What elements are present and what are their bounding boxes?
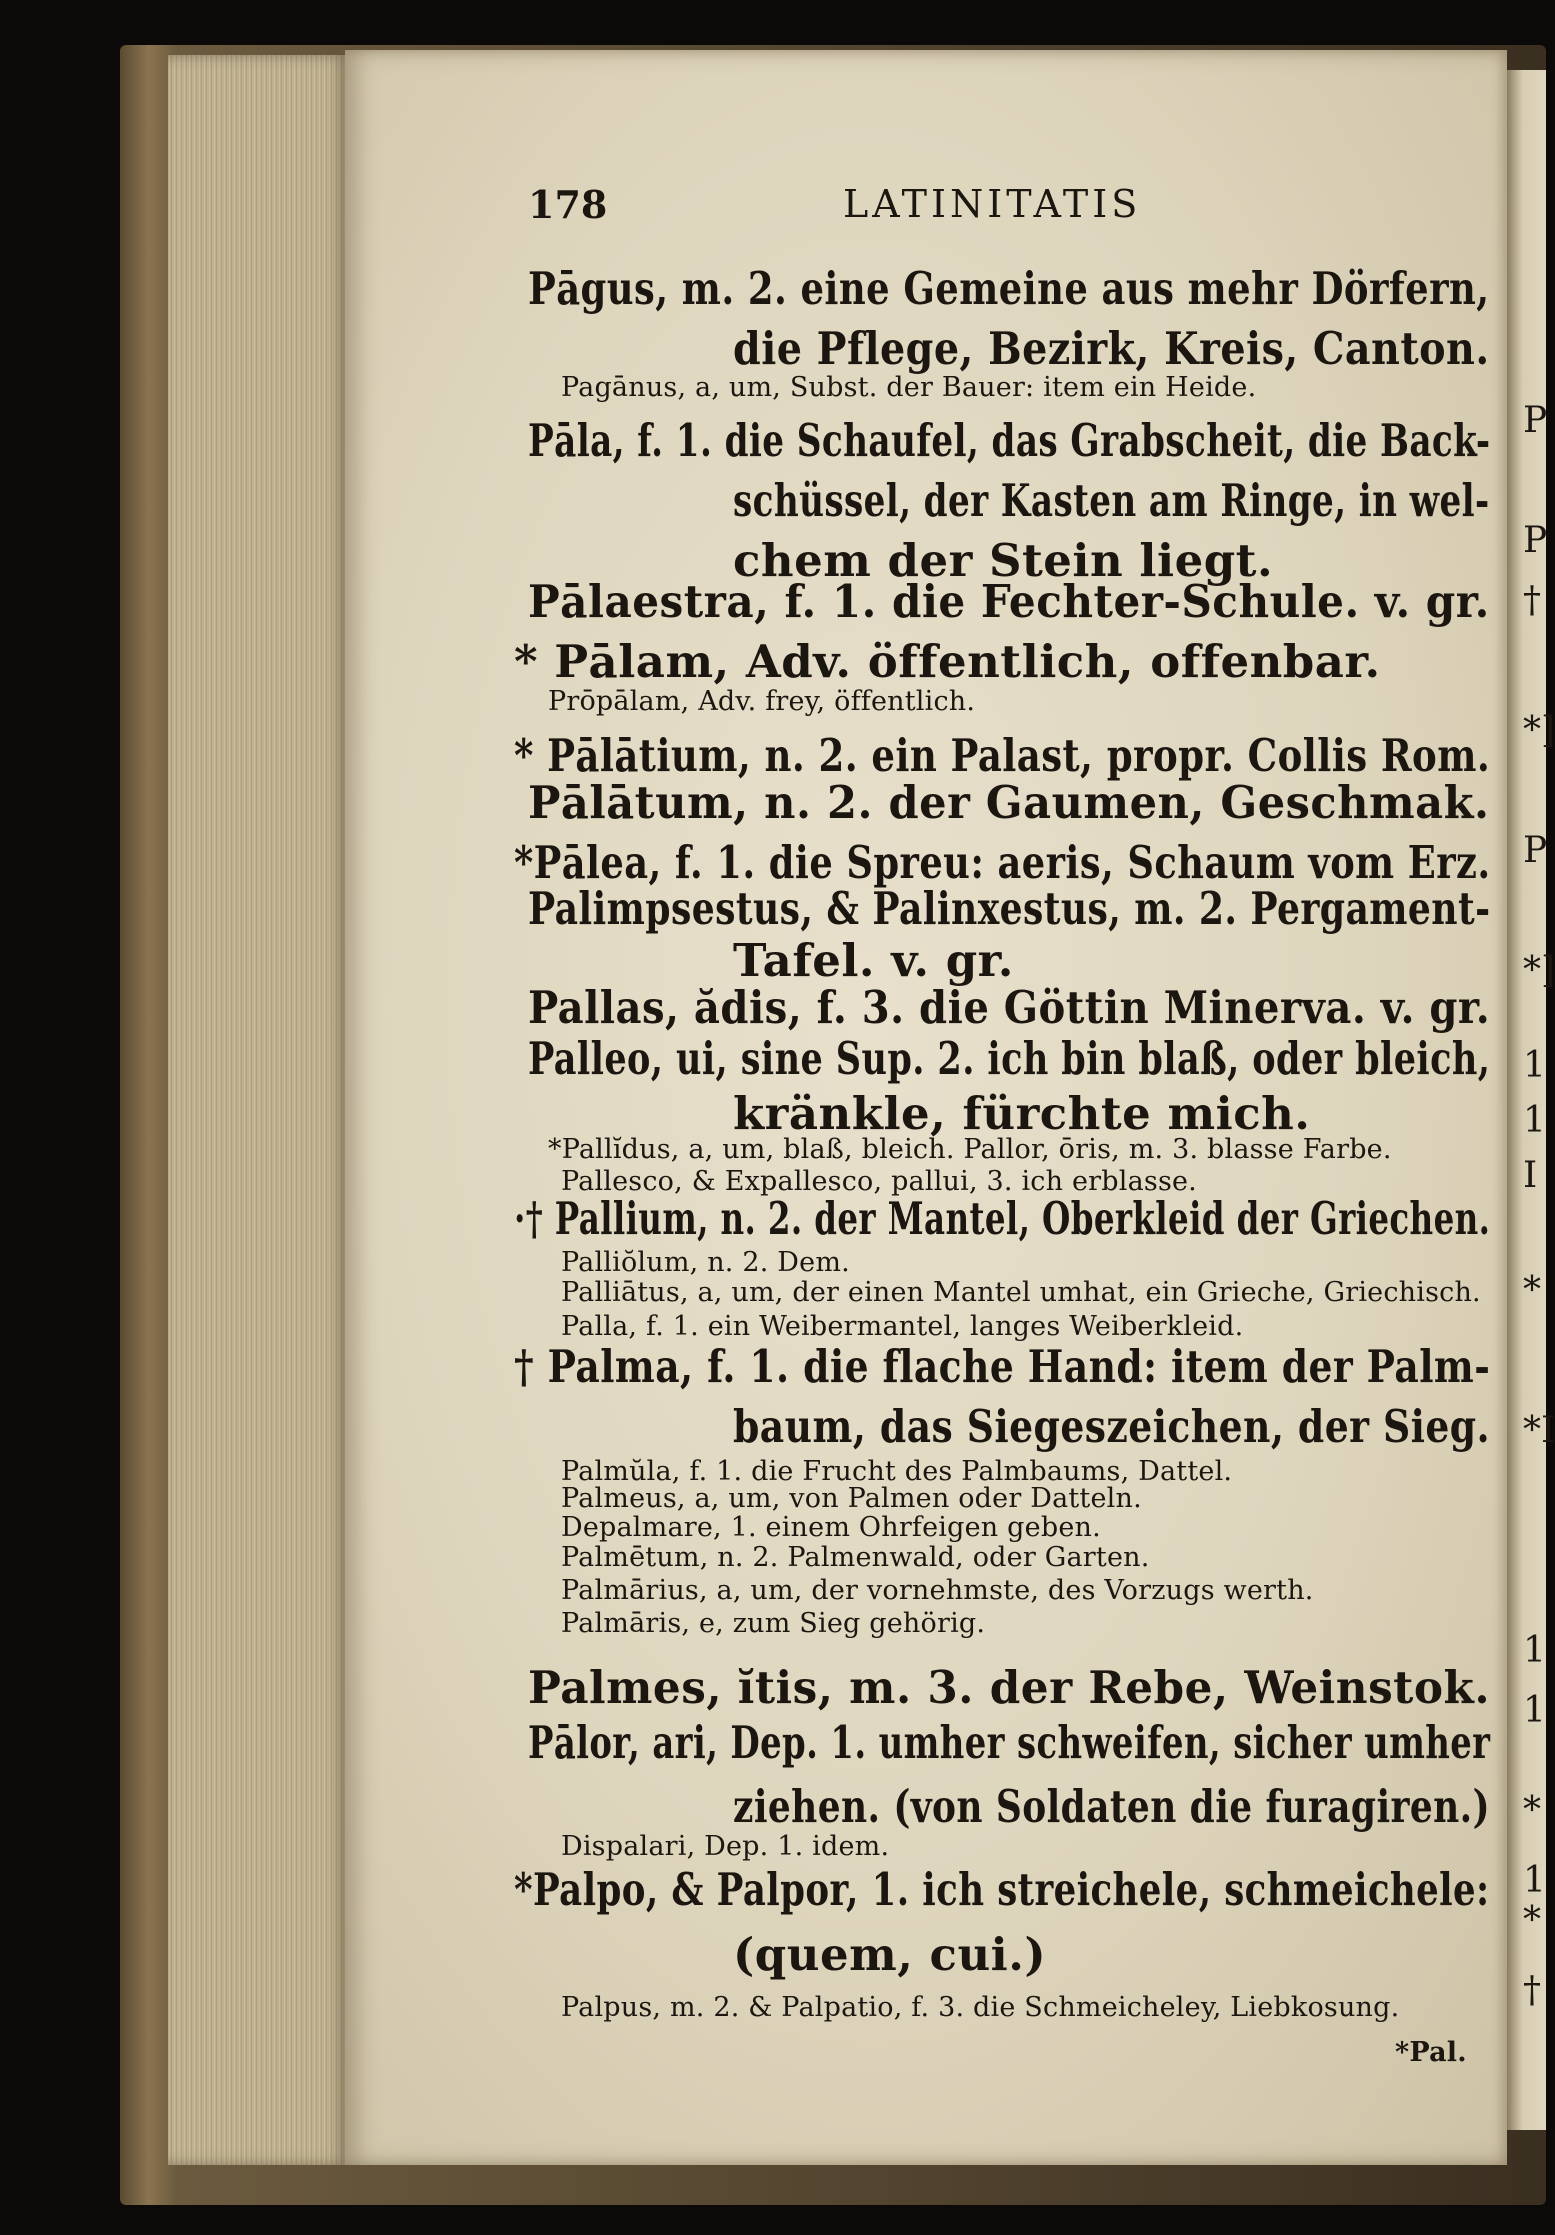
entry-line: *Palpo, & Palpor, 1. ich streichele, schmeichele:	[514, 1863, 1490, 1916]
facing-glyph: P	[1523, 520, 1548, 561]
entry-line: schüssel, der Kasten am Ringe, in wel-	[733, 474, 1490, 527]
entry-line: baum, das Siegeszeichen, der Sieg.	[733, 1400, 1491, 1453]
entry-line: Pallas, ădis, f. 3. die Göttin Minerva. v. gr.	[528, 981, 1491, 1034]
page-number: 178	[528, 182, 608, 227]
facing-glyph: 1	[1523, 1690, 1546, 1731]
facing-glyph: 1	[1523, 1860, 1546, 1901]
sub-entry-line: Palliŏlum, n. 2. Dem.	[561, 1247, 850, 1278]
sub-entry-line: Palmētum, n. 2. Palmenwald, oder Garten.	[561, 1542, 1150, 1573]
entry-line: ziehen. (von Soldaten die furagiren.)	[733, 1780, 1490, 1833]
entry-line: Palimpsestus, & Palinxestus, m. 2. Pergament-	[528, 882, 1491, 935]
facing-glyph: I	[1523, 1155, 1538, 1196]
facing-glyph: †	[1523, 1970, 1541, 2011]
facing-glyph: P	[1523, 400, 1548, 441]
entry-line: *Pālea, f. 1. die Spreu: aeris, Schaum vom Erz.	[514, 836, 1491, 889]
entry-line: * Pālam, Adv. öffentlich, offenbar.	[514, 635, 1381, 688]
page-edges	[168, 55, 348, 2165]
sub-entry-line: Pagānus, a, um, Subst. der Bauer: item ein Heide.	[561, 372, 1257, 403]
sub-entry-line: Depalmare, 1. einem Ohrfeigen geben.	[561, 1512, 1101, 1543]
facing-glyph: 1	[1523, 1100, 1546, 1141]
facing-page-edge	[1507, 70, 1555, 2130]
entry-line: Palleo, ui, sine Sup. 2. ich bin blaß, oder bleich,	[528, 1032, 1491, 1085]
facing-glyph: *	[1523, 1900, 1541, 1941]
facing-glyph: *I	[1523, 1410, 1555, 1451]
entry-line: die Pflege, Bezirk, Kreis, Canton.	[733, 322, 1490, 375]
sub-entry-line: Palmārius, a, um, der vornehmste, des Vorzugs werth.	[561, 1575, 1314, 1606]
entry-line: Palmes, ĭtis, m. 3. der Rebe, Weinstok.	[528, 1661, 1491, 1714]
sub-entry-line: Palpus, m. 2. & Palpatio, f. 3. die Schmeicheley, Liebkosung.	[561, 1992, 1400, 2023]
facing-glyph: 1	[1523, 1045, 1546, 1086]
facing-glyph: *	[1523, 1270, 1541, 1311]
entry-line: Tafel. v. gr.	[733, 934, 1014, 987]
facing-glyph: *	[1523, 1790, 1541, 1831]
entry-line: Pāla, f. 1. die Schaufel, das Grabscheit, die Back-	[528, 414, 1491, 467]
facing-glyph: 1	[1523, 1630, 1546, 1671]
entry-line: chem der Stein liegt.	[733, 534, 1274, 587]
sub-entry-line: Palmeus, a, um, von Palmen oder Datteln.	[561, 1483, 1142, 1514]
sub-entry-line: Prōpālam, Adv. frey, öffentlich.	[548, 686, 976, 717]
page-header	[528, 182, 1428, 234]
sub-entry-line: Palmŭla, f. 1. die Frucht des Palmbaums, Dattel.	[561, 1456, 1233, 1487]
running-title: LATINITATIS	[843, 182, 1142, 226]
sub-entry-line: Palliātus, a, um, der einen Mantel umhat, ein Grieche, Griechisch.	[561, 1277, 1481, 1308]
sub-entry-line: Dispalari, Dep. 1. idem.	[561, 1831, 890, 1862]
facing-glyph: *]	[1523, 950, 1555, 991]
catchword: *Pal.	[1395, 2037, 1467, 2068]
facing-glyph: *]	[1523, 710, 1555, 751]
sub-entry-line: Pallesco, & Expallesco, pallui, 3. ich erblasse.	[561, 1166, 1197, 1197]
sub-entry-line: *Pallĭdus, a, um, blaß, bleich. Pallor, ōris, m. 3. blasse Farbe.	[548, 1134, 1392, 1165]
entry-line: Pālor, ari, Dep. 1. umher schweifen, sicher umher	[528, 1716, 1491, 1769]
entry-line: * Pālātium, n. 2. ein Palast, propr. Collis Rom.	[514, 729, 1491, 782]
entry-line: Pāgus, m. 2. eine Gemeine aus mehr Dörfern,	[528, 262, 1490, 315]
entry-line: (quem, cui.)	[733, 1928, 1047, 1981]
entry-line: † Palma, f. 1. die flache Hand: item der Palm-	[514, 1340, 1491, 1393]
entry-line: ·† Pallium, n. 2. der Mantel, Oberkleid der Griechen.	[514, 1192, 1491, 1245]
facing-glyph: P	[1523, 830, 1548, 871]
sub-entry-line: Palmāris, e, zum Sieg gehörig.	[561, 1608, 986, 1639]
entry-line: kränkle, fürchte mich.	[733, 1087, 1311, 1140]
facing-glyph: †	[1523, 580, 1541, 621]
entry-line: Pālaestra, f. 1. die Fechter-Schule. v. gr.	[528, 575, 1490, 628]
entry-line: Pālātum, n. 2. der Gaumen, Geschmak.	[528, 776, 1490, 829]
sub-entry-line: Palla, f. 1. ein Weibermantel, langes Weiberkleid.	[561, 1311, 1244, 1342]
